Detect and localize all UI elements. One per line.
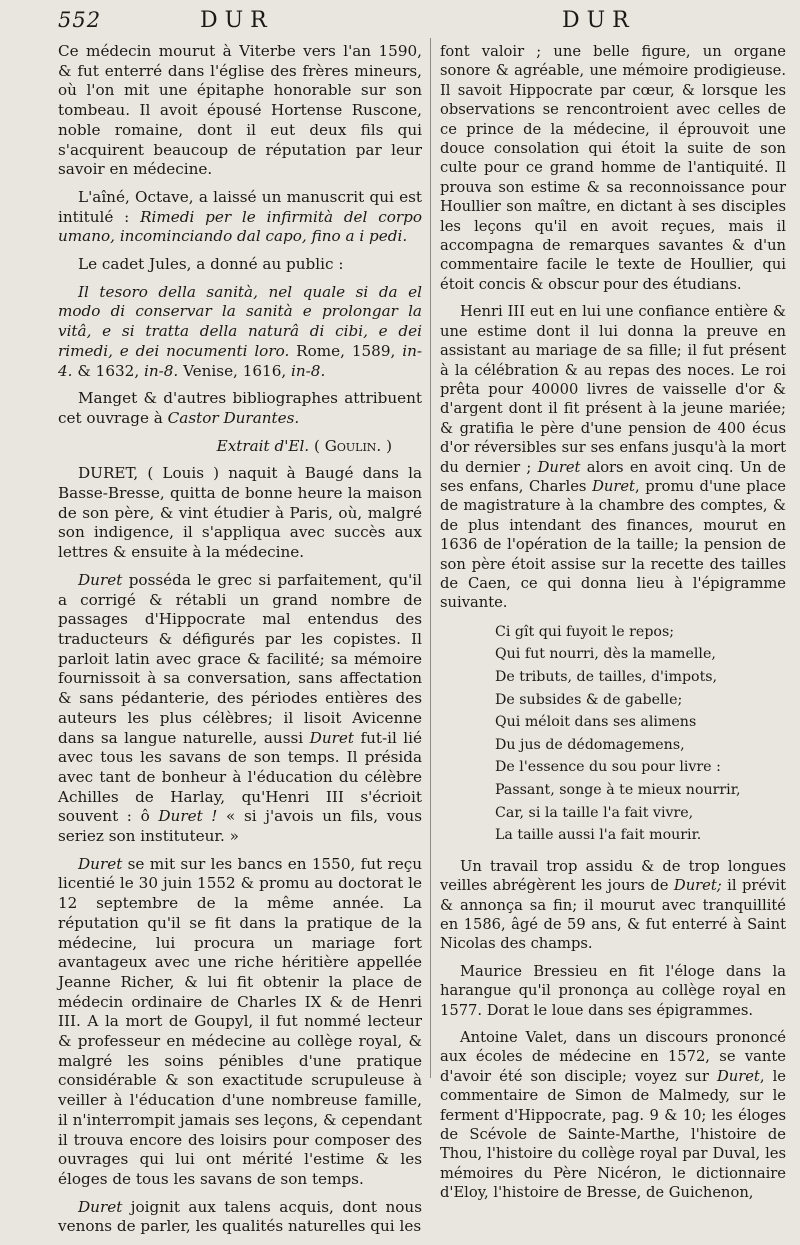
paragraph [58,283,422,382]
text: & 1632, [72,361,144,380]
name: Duret; [673,877,722,895]
text: , le commentaire de Simon de Malmedy, sur le ferment d'Hippocrate, pag. 9 & 10; les éloges de Scévole de Sainte-Marthe, l'histoire de Thou, l'histoire du collège royal par Duval, les mémoires du Père Nicéron, le dictionnaire d'Eloy, l'histoire de Bresse, de Guichenon, [440,1067,786,1202]
format: in-8. [291,361,326,380]
page-number: 552 [58,8,102,32]
author-name: Castor Durantes. [167,408,300,427]
paragraph [58,571,422,847]
format: in-4. [58,341,422,380]
text: posséda le grec si parfaitement, qu'il a corrigé & rétabli un grand nombre de passages d'Hippocrate mal entendus des traducteurs & défigurés par les copistes. Il parloit latin avec grace & facilité; sa mémoire fournissoit à sa conversation, sans affectation & sans pédanterie, des périodes entières des auteurs les plus célèbres; il lisoit Avicenne dans sa langue naturelle, aussi [58,570,422,747]
verse-line: Qui méloit dans ses alimens [495,714,697,731]
text: Venise, 1616, [178,361,292,380]
right-column [440,42,786,1211]
paragraph [58,1198,422,1237]
text: se mit sur les bancs en 1550, fut reçu licentié le 30 juin 1552 & promu au doctorat le 12 septembre de la même année. La réputation qu'il se fit dans la pratique de la médecine, lui procura un mariage fort avantageux avec une riche héritière appellée Jeanne Richer, & lui fit obtenir la place de médecin ordinaire de Charles IX & de Henri III. A la mort de Goupyl, il fut nommé lecteur & professeur en médecine au collège royal, & malgré les soins pénibles d'une pratique considérable & son exactitude scrupuleuse à veiller à l'éducation d'une nombreuse famille, il n'interrompit jamais ses leçons, & cependant il trouva encore des loisirs pour composer des ouvrages qui lui ont mérité l'estime & les éloges de tous les savans de son temps. [58,854,422,1188]
name: Duret [716,1067,760,1085]
paragraph [440,1028,786,1203]
paragraph [58,188,422,247]
verse-line: Du jus de dédomagemens, [495,736,685,753]
verse-line: Passant, songe à te mieux nourrir, [495,781,741,798]
paragraph: font valoir ; une belle figure, un organe sonore & agréable, une mémoire prodigieuse. Il savoit Hippocrate par cœur, & lorsque les observations se rencontroient avec celles de ce prince de la médecine, il éprouvoit une douce consolation qui étoit la suite de son culte pour ce grand homme de l'antiquité. Il prouva son estime & sa reconnoissance pour Houllier son maître, en dictant à ses disciples les leçons qu'il en avoit reçues, mais il accompagna de remarques savantes & d'un commentaire facile le texte de Houllier, qui étoit concis & obscur pour des étudians. [440,43,786,293]
paragraph: Le cadet Jules, a donné au public : [78,255,344,274]
name: Duret [78,854,123,873]
name: Duret [592,477,635,495]
text: Henri III eut en lui une confiance entière & une estime dont il lui donna la preuve en assistant au mariage de sa fille; il fut présent à la célébration & au repas des noces. Le roi prêta pour 40000 livres de vaisselle d'or & d'argent dont il fit présent à la jeune mariée; & gratifia le père d'une pension de 400 écus d'or réversibles sur ses enfans jusqu'à la mort du dernier ; [440,303,786,476]
text: « si j'avois un fils, vous seriez son instituteur. » [58,807,422,846]
paragraph [58,389,422,428]
paragraph: Ce médecin mourut à Viterbe vers l'an 1590, & fut enterré dans l'église des frères mineurs, où l'on mit une épitaphe honorable sur son tombeau. Il avoit épousé Hortense Ruscone, noble romaine, dont il eut deux fils qui s'acquirent beaucoup de réputation par leur savoir en médecine. [58,42,422,179]
text: joignit aux talens acquis, dont nous venons de parler, les qualités naturelles qui les [58,1197,422,1236]
verse-line: Ci gît qui fuyoit le repos; [495,623,674,640]
paragraph: DURET, ( Louis ) naquit à Baugé dans la Basse-Bresse, quitta de bonne heure la maison de son père, & vint étudier à Paris, où, malgré son indigence, il s'appliqua avec succès aux lettres & ensuite à la médecine. [58,464,422,562]
paragraph [440,857,786,954]
paragraph [440,302,786,613]
epigram [495,621,786,847]
verse-line: De subsides & de gabelle; [495,691,683,708]
name: Duret [78,1197,123,1216]
format: in-8. [143,361,179,380]
verse-line: Car, si la taille l'a fait vivre, [495,804,694,821]
text: , promu d'une place de magistrature à la chambre des comptes, & de plus intendant des finances, mourut en 1636 de l'opération de la taille; la pension de son père étoit assise sur la recette des tailles de Caen, ce qui donna lieu à l'épigramme suivante. [440,477,787,612]
text: il prévit & annonça sa fin; il mourut avec tranquillité en 1586, âgé de 59 ans, & fut enterré à Saint Nicolas des champs. [440,877,786,953]
italic-title: Rimedi per le infirmità del corpo umano, incominciando dal capo, fino a i pedi. [58,207,422,246]
text: Rome, 1589, [289,341,403,360]
text: alors en avoit cinq. Un de ses enfans, Charles [440,458,786,495]
source: Extrait d'El. [216,436,310,455]
signature [58,437,422,457]
text: Antoine Valet, dans un discours prononcé aux écoles de médecine en 1572, se vante d'avoir été son disciple; voyez sur [440,1028,786,1085]
name: Duret [78,570,123,589]
verse-line: La taille aussi l'a fait mourir. [495,827,702,844]
running-head-left: DUR [200,8,274,33]
italic-title: Il tesoro della sanità, nel quale si da el modo di conservar la sanità e prolongar la vitâ, e si tratta della naturâ di cibi, e dei rimedi, e dei nocumenti loro. [58,282,422,360]
verse-line: De l'essence du sou pour livre : [495,759,721,776]
running-head-right: DUR [562,8,636,33]
paragraph: Maurice Bressieu en fit l'éloge dans la harangue qu'il prononça au collège royal en 1577. Dorat le loue dans ses épigrammes. [440,962,786,1019]
paragraph [58,855,422,1190]
left-column [58,42,422,1245]
text: Manget & d'autres bibliographes attribuent cet ouvrage à [58,389,422,427]
name: Duret [537,458,581,476]
text: fut-il lié avec tous les savans de son temps. Il présida avec tant de bonheur à l'éducation du célèbre Achilles de Harlay, qu'Henri III s'écrioit souvent : ô [58,728,422,826]
verse-line: Qui fut nourri, dès la mamelle, [495,646,716,663]
author: ( Goulin. ) [309,436,392,455]
column-divider [430,38,431,1078]
name: Duret [309,728,354,747]
verse-line: De tributs, de tailles, d'impots, [495,668,718,685]
name: Duret ! [158,807,218,826]
text: Un travail trop assidu & de trop longues veilles abrégèrent les jours de [440,857,786,895]
text: L'aîné, Octave, a laissé un manuscrit qui est intitulé : [58,187,422,226]
